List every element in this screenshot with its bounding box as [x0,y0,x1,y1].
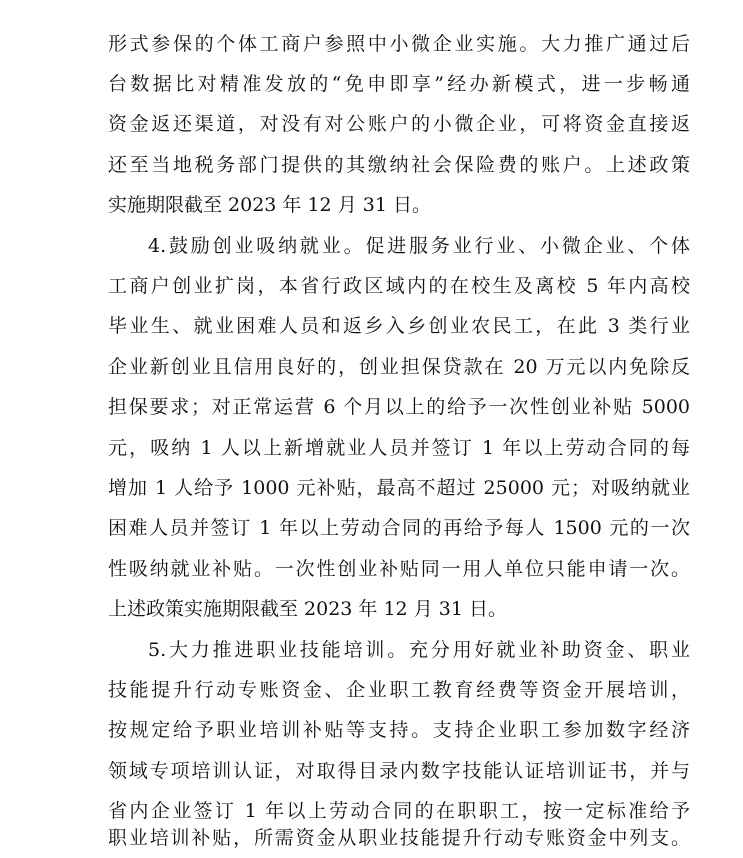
text-line: 台数据比对精准发放的“免申即享”经办新模式，进一步畅通 [108,73,690,95]
text-line: 增加 1 人给予 1000 元补贴，最高不超过 25000 元；对吸纳就业 [108,477,690,499]
text-line: 省内企业签订 1 年以上劳动合同的在职职工，按一定标准给予 [108,800,690,822]
paragraph-4-start: 4.鼓励创业吸纳就业。促进服务业行业、小微企业、个体 [148,235,690,257]
text-line: 技能提升行动专账资金、企业职工教育经费等资金开展培训， [108,679,690,701]
text-line: 性吸纳就业补贴。一次性创业补贴同一用人单位只能申请一次。 [108,558,690,580]
text-line: 形式参保的个体工商户参照中小微企业实施。大力推广通过后 [108,33,690,55]
text-line: 资金返还渠道，对没有对公账户的小微企业，可将资金直接返 [108,113,690,135]
text-line: 工商户创业扩岗，本省行政区域内的在校生及离校 5 年内高校 [108,275,690,297]
paragraph-5-start: 5.大力推进职业技能培训。充分用好就业补助资金、职业 [148,639,690,661]
text-line: 按规定给予职业培训补贴等支持。支持企业职工参加数字经济 [108,719,690,741]
text-line: 上述政策实施期限截至 2023 年 12 月 31 日。 [108,598,507,620]
text-line: 困难人员并签订 1 年以上劳动合同的再给予每人 1500 元的一次 [108,517,690,539]
text-line: 担保要求；对正常运营 6 个月以上的给予一次性创业补贴 5000 [108,396,690,418]
text-line: 实施期限截至 2023 年 12 月 31 日。 [108,194,431,216]
text-line: 企业新创业且信用良好的，创业担保贷款在 20 万元以内免除反 [108,356,690,378]
text-line: 元，吸纳 1 人以上新增就业人员并签订 1 年以上劳动合同的每 [108,437,690,459]
text-line: 领域专项培训认证，对取得目录内数字技能认证培训证书，并与 [108,760,690,782]
text-line: 毕业生、就业困难人员和返乡入乡创业农民工，在此 3 类行业 [108,315,690,337]
text-line: 还至当地税务部门提供的其缴纳社会保险费的账户。上述政策 [108,154,690,176]
text-line: 职业培训补贴，所需资金从职业技能提升行动专账资金中列支。 [108,827,690,849]
